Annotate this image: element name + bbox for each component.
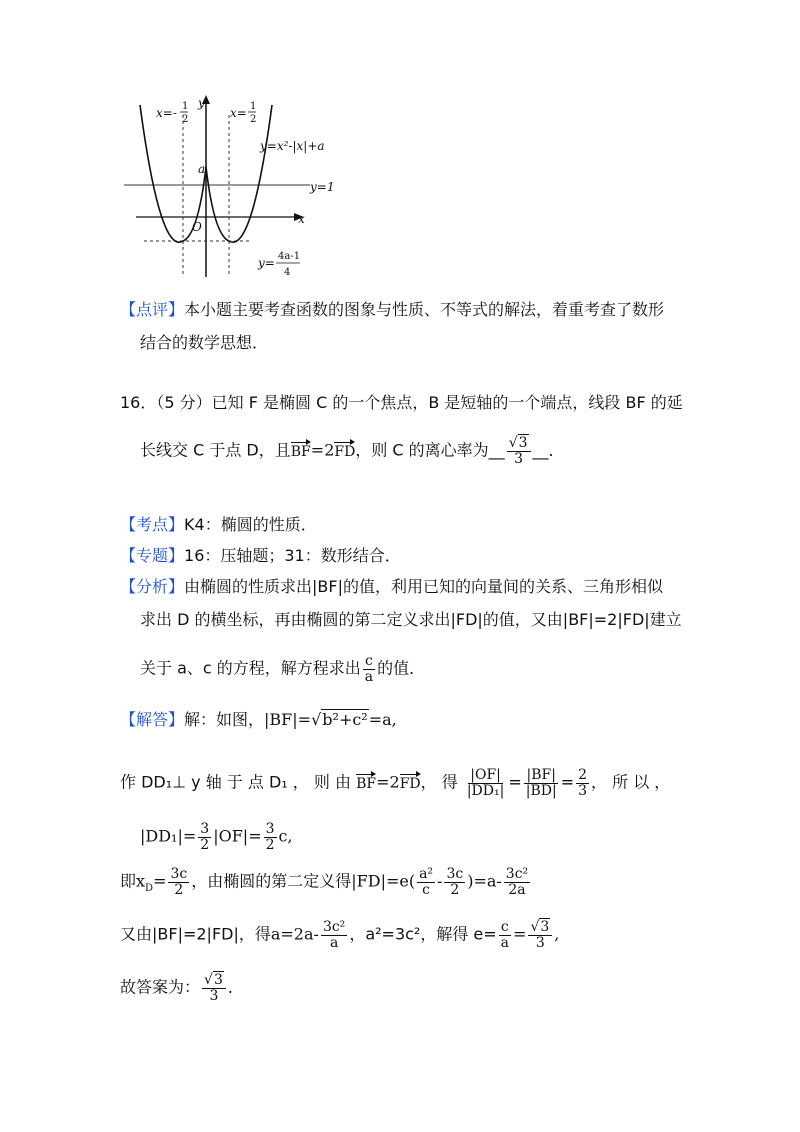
graph-x-axis-label: x	[298, 212, 305, 226]
graph-x-right-label: x=	[230, 106, 247, 120]
comment-text-1: 本小题主要考查函数的图象与性质、不等式的解法，着重考查了数形	[184, 300, 665, 319]
svg-text:1: 1	[250, 101, 257, 112]
vector-fd: FD	[334, 443, 356, 460]
graph-min-label: y=	[258, 256, 275, 270]
svg-text:2: 2	[182, 114, 189, 125]
graph-origin-label: O	[192, 220, 202, 234]
question-line-1: 16．（5 分）已知 F 是椭圆 C 的一个焦点，B 是短轴的一个端点，线段 BF 的延	[120, 393, 683, 412]
comment-line-1	[120, 297, 664, 320]
final-answer-fraction: $\frac{√3}{3}$	[202, 973, 226, 1003]
graph-curve-label: y=x²-|x|+a	[260, 139, 325, 153]
graph-y1-label: y=1	[310, 180, 335, 194]
answer-fraction: $\frac{√3}{3}$	[507, 436, 531, 466]
jieda-line-4: 即$x_D=$ $\frac{3c}{2}$ ，由椭圆的第二定义得|FD|=e( $\frac{\text{a²}}{c}$ - $\frac{3c}{2}$ )=a- $\frac{\text{3c²}}{2a}$	[120, 866, 529, 898]
jieda-line-5: 又由|BF|=2|FD|，得a=2a- $\frac{\text{3c²}}{a}$ ，a²=3c²，解得 e= $\frac{c}{a}$ = $\frac{√3}{3}$ ,	[120, 919, 560, 951]
fenxi-line-1: 【分析】由椭圆的性质求出|BF|的值，利用已知的向量间的关系、三角形相似	[120, 577, 663, 596]
jieda-tag: 【解答】	[120, 710, 185, 729]
jieda-line-3: |DD₁|= $\frac{3}{2}$ |OF|= $\frac{3}{2}$ c,	[140, 821, 293, 853]
graph-y-axis-label: y	[198, 96, 205, 110]
zhuanti-tag: 【专题】	[120, 546, 185, 565]
svg-text:1: 1	[182, 101, 189, 112]
kaodian-line: 【考点】K4：椭圆的性质．	[120, 515, 317, 534]
svg-text:2: 2	[250, 114, 257, 125]
jieda-line-1: 【解答】解：如图，|BF|=√b²+c²=a,	[120, 710, 397, 729]
vector-bf: BF	[290, 443, 311, 460]
jieda-line-6: 故答案为： $\frac{√3}{3}$ ．	[120, 972, 244, 1004]
jieda-line-2: 作 DD₁⊥ y 轴 于 点 D₁ ， 则 由 BF=2FD， 得 $\frac{|OF|}{\text{|DD₁|}}$ = $\frac{|BF|}{|BD|}$ = $\frac{2}{3}$ ， 所 以 ，	[120, 767, 671, 799]
graph-a-label: a	[198, 162, 206, 176]
fenxi-line-2: 求出 D 的横坐标，再由椭圆的第二定义求出|FD|的值，又由|BF|=2|FD|建立	[140, 610, 682, 629]
svg-text:4a-1: 4a-1	[278, 251, 301, 262]
zhuanti-line: 【专题】16：压轴题；31：数形结合．	[120, 546, 401, 565]
graph-x-left-label: x=-	[156, 106, 177, 120]
fenxi-tag: 【分析】	[120, 577, 185, 596]
kaodian-tag: 【考点】	[120, 515, 185, 534]
comment-tag: 【点评】	[120, 300, 185, 319]
fenxi-line-3: 关于 a、c 的方程，解方程求出 $\frac{c}{a}$ 的值．	[140, 653, 426, 685]
svg-text:4: 4	[284, 267, 291, 278]
function-graph	[120, 95, 340, 285]
question-line-2: 长线交 C 于点 D，且BF=2FD，则 C 的离心率为__ $\frac{√3}{3}$ __．	[140, 435, 565, 467]
comment-line-2: 结合的数学思想．	[140, 333, 269, 352]
